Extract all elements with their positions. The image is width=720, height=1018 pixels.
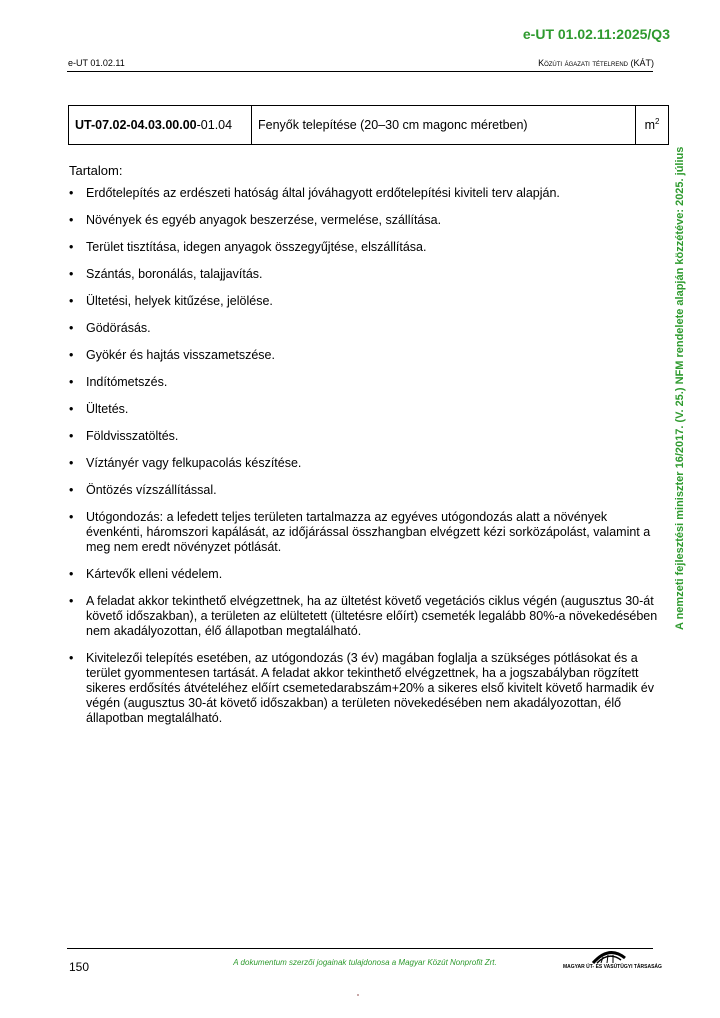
item-row bbox=[69, 106, 669, 145]
list-item bbox=[69, 567, 659, 582]
header-left: e-UT 01.02.11 bbox=[68, 58, 125, 68]
bullet-icon: • bbox=[69, 567, 74, 581]
bullet-icon: • bbox=[69, 186, 74, 200]
bullet-icon: • bbox=[69, 651, 74, 665]
list-item-text: Kivitelezői telepítés esetében, az utógondozás (3 év) magában foglalja a szükséges pótlásokat és a terület gyommentesen tartását. A feladat akkor tekinthető elvégzettnek, ha a jogszabályban rögzített sikeres erdősítés átvételéhez előírt csemetedarabszám+20% a sikeres első kivitelt követő harmadik év végén (augusztus 30-át követő időszakban) a területen növekedésében nem akadályozottan, élő állapotban megtalálható. bbox=[86, 651, 654, 725]
bullet-icon: • bbox=[69, 594, 74, 608]
content-title: Tartalom: bbox=[69, 163, 123, 178]
list-item-text: Gyökér és hajtás visszametszése. bbox=[86, 348, 275, 362]
page-number: 150 bbox=[69, 960, 90, 974]
item-table bbox=[68, 105, 669, 145]
item-unit-exponent: 2 bbox=[654, 117, 660, 127]
copyright-note: A dokumentum szerzői jogainak tulajdonosa a Magyar Közút Nonprofit Zrt. bbox=[233, 958, 497, 967]
header-right: Közúti ágazati tételrend (KÁT) bbox=[538, 58, 654, 68]
list-item-text: Terület tisztítása, idegen anyagok összegyűjtése, elszállítása. bbox=[86, 240, 427, 254]
publication-side-note: A nemzeti fejlesztési miniszter 16/2017. (V. 25.) NFM rendelete alapján közzétéve: 2025. július bbox=[674, 146, 686, 630]
list-item bbox=[69, 294, 659, 309]
list-item bbox=[69, 651, 659, 726]
bullet-icon: • bbox=[69, 321, 74, 335]
list-item bbox=[69, 510, 659, 555]
page-mark bbox=[357, 994, 359, 996]
list-item-text: Ültetési, helyek kitűzése, jelölése. bbox=[86, 294, 273, 308]
list-item-text: Víztányér vagy felkupacolás készítése. bbox=[86, 456, 302, 470]
list-item-text: Földvisszatöltés. bbox=[86, 429, 179, 443]
item-code-suffix: -01.04 bbox=[196, 118, 233, 132]
list-item bbox=[69, 186, 659, 201]
list-item bbox=[69, 402, 659, 417]
bullet-icon: • bbox=[69, 429, 74, 443]
content-list bbox=[69, 186, 659, 738]
company-logo bbox=[563, 948, 662, 972]
item-code-main: UT-07.02-04.03.00.00 bbox=[75, 118, 197, 132]
bullet-icon: • bbox=[69, 375, 74, 389]
bullet-icon: • bbox=[69, 267, 74, 281]
bullet-icon: • bbox=[69, 483, 74, 497]
logo-text: MAGYAR ÚT- ÉS VASÚTÜGYI TÁRSASÁG bbox=[563, 964, 662, 970]
item-unit bbox=[636, 106, 669, 145]
item-unit-base: m bbox=[644, 118, 655, 133]
list-item bbox=[69, 267, 659, 282]
list-item-text: Ültetés. bbox=[86, 402, 129, 416]
list-item-text: Erdőtelepítés az erdészeti hatóság által jóváhagyott erdőtelepítési kiviteli terv alapján. bbox=[86, 186, 560, 200]
bullet-icon: • bbox=[69, 402, 74, 416]
list-item-text: A feladat akkor tekinthető elvégzettnek, ha az ültetést követő vegetációs ciklus végén (augusztus 30-át követő időszakban), a területen az elültetett (ültetésre előírt) csemeték legalább 80%-a növekedésében nem akadályozottan, élő állapotban megtalálható. bbox=[86, 594, 658, 638]
list-item-text: Kártevők elleni védelem. bbox=[86, 567, 223, 581]
header-divider bbox=[67, 71, 653, 72]
list-item bbox=[69, 483, 659, 498]
list-item bbox=[69, 594, 659, 639]
list-item bbox=[69, 321, 659, 336]
bullet-icon: • bbox=[69, 510, 74, 524]
item-code bbox=[69, 106, 252, 145]
list-item bbox=[69, 240, 659, 255]
list-item bbox=[69, 456, 659, 471]
bullet-icon: • bbox=[69, 348, 74, 362]
list-item-text: Öntözés vízszállítással. bbox=[86, 483, 217, 497]
bullet-icon: • bbox=[69, 294, 74, 308]
list-item-text: Növények és egyéb anyagok beszerzése, vermelése, szállítása. bbox=[86, 213, 442, 227]
list-item bbox=[69, 375, 659, 390]
bullet-icon: • bbox=[69, 240, 74, 254]
list-item bbox=[69, 213, 659, 228]
list-item-text: Szántás, boronálás, talajjavítás. bbox=[86, 267, 263, 281]
list-item-text: Gödörásás. bbox=[86, 321, 151, 335]
item-description: Fenyők telepítése (20–30 cm magonc méretben) bbox=[252, 106, 636, 145]
road-bridge-logo-icon bbox=[591, 948, 627, 964]
list-item-text: Indítómetszés. bbox=[86, 375, 168, 389]
list-item bbox=[69, 348, 659, 363]
document-code: e-UT 01.02.11:2025/Q3 bbox=[522, 26, 670, 42]
bullet-icon: • bbox=[69, 213, 74, 227]
bullet-icon: • bbox=[69, 456, 74, 470]
list-item bbox=[69, 429, 659, 444]
list-item-text: Utógondozás: a lefedett teljes területen tartalmazza az egyéves utógondozás alatt a növények évenkénti, háromszori kapálását, az időjárással összhangban elvégzett kézi sorközápolást, valamint a meg nem eredt növényzet pótlását. bbox=[86, 510, 651, 554]
